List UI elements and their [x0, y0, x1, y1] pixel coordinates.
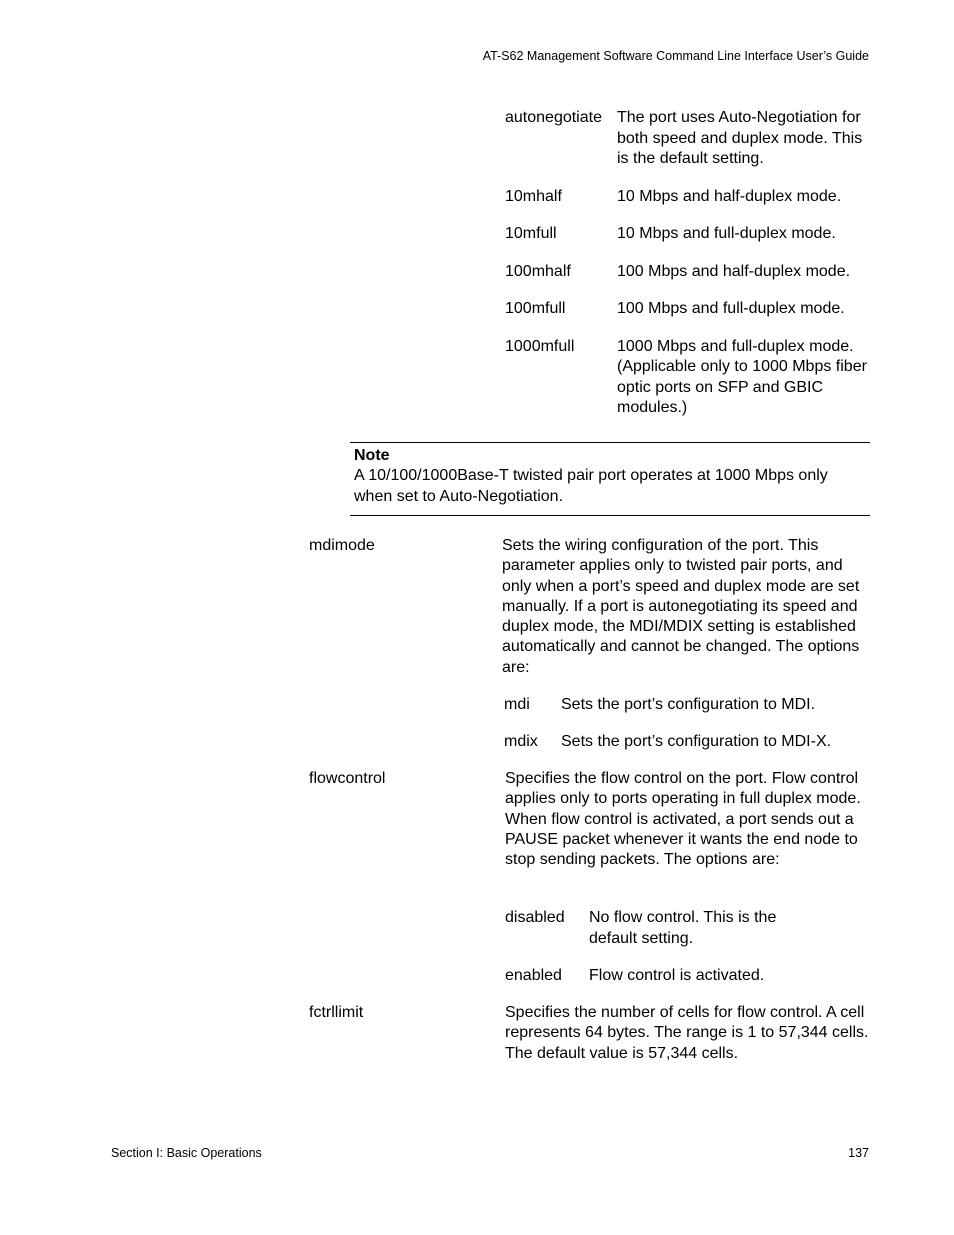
footer-section: Section I: Basic Operations: [111, 1146, 262, 1160]
param-desc-flowcontrol: Specifies the flow control on the port. Flow control applies only to ports operating in full duplex mode. When flow control is activated, a port sends out a PAUSE packet whenever it wants the end node to stop sending packets. The options are:: [505, 770, 861, 869]
param-name-flowcontrol: flowcontrol: [309, 770, 386, 787]
option-row: [505, 108, 870, 170]
option-name: mdi: [504, 696, 530, 713]
speed-options-table: [505, 108, 870, 436]
option-description: Sets the port’s configuration to MDI.: [561, 696, 816, 713]
option-description: 10 Mbps and half-duplex mode.: [617, 187, 842, 205]
option-description: No flow control. This is the default setting.: [589, 909, 777, 947]
option-name: 100mhalf: [505, 262, 571, 280]
option-name: 1000mfull: [505, 337, 575, 355]
option-description: 100 Mbps and half-duplex mode.: [617, 262, 851, 280]
param-desc-mdimode: Sets the wiring configuration of the port. This parameter applies only to twisted pair ports, and only when a port’s speed and duplex mode are set manually. If a port is autonegotiating its speed and duplex mode, the MDI/MDIX setting is established automatically and cannot be changed. The options are:: [502, 537, 860, 676]
flowcontrol-option-disabled: [505, 908, 795, 949]
mdimode-option-mdix: [504, 732, 831, 753]
option-description: Flow control is activated.: [589, 967, 765, 984]
note-body: A 10/100/1000Base-T twisted pair port operates at 1000 Mbps only when set to Auto-Negotiation.: [354, 467, 828, 505]
option-description: The port uses Auto-Negotiation for both speed and duplex mode. This is the default setting.: [617, 109, 863, 167]
param-name-mdimode: mdimode: [309, 537, 375, 554]
param-desc-fctrllimit: Specifies the number of cells for flow control. A cell represents 64 bytes. The range is 1 to 57,344 cells. The default value is 57,344 cells.: [505, 1004, 869, 1062]
option-row: [505, 187, 870, 208]
running-header: AT-S62 Management Software Command Line Interface User’s Guide: [482, 49, 869, 63]
note-box: [350, 442, 870, 516]
option-row: [505, 224, 870, 245]
option-name: enabled: [505, 967, 562, 984]
option-description: Sets the port’s configuration to MDI-X.: [561, 733, 832, 750]
option-description: 100 Mbps and full-duplex mode.: [617, 300, 845, 317]
option-row: [505, 337, 870, 419]
option-name: autonegotiate: [505, 109, 602, 126]
param-name-fctrllimit: fctrllimit: [309, 1004, 364, 1021]
option-name: 10mfull: [505, 225, 557, 242]
option-name: 100mfull: [505, 300, 566, 317]
option-name: 10mhalf: [505, 187, 562, 205]
option-row: [505, 299, 870, 320]
page-number: 137: [848, 1146, 869, 1160]
option-description: 10 Mbps and full-duplex mode.: [617, 225, 836, 242]
note-title: Note: [354, 447, 390, 464]
option-row: [505, 262, 870, 283]
mdimode-option-mdi: [504, 695, 815, 716]
option-description: 1000 Mbps and full-duplex mode. (Applicable only to 1000 Mbps fiber optic ports on SFP and GBIC modules.): [617, 337, 867, 416]
option-name: disabled: [505, 909, 565, 926]
option-name: mdix: [504, 733, 538, 750]
flowcontrol-option-enabled: [505, 966, 764, 987]
